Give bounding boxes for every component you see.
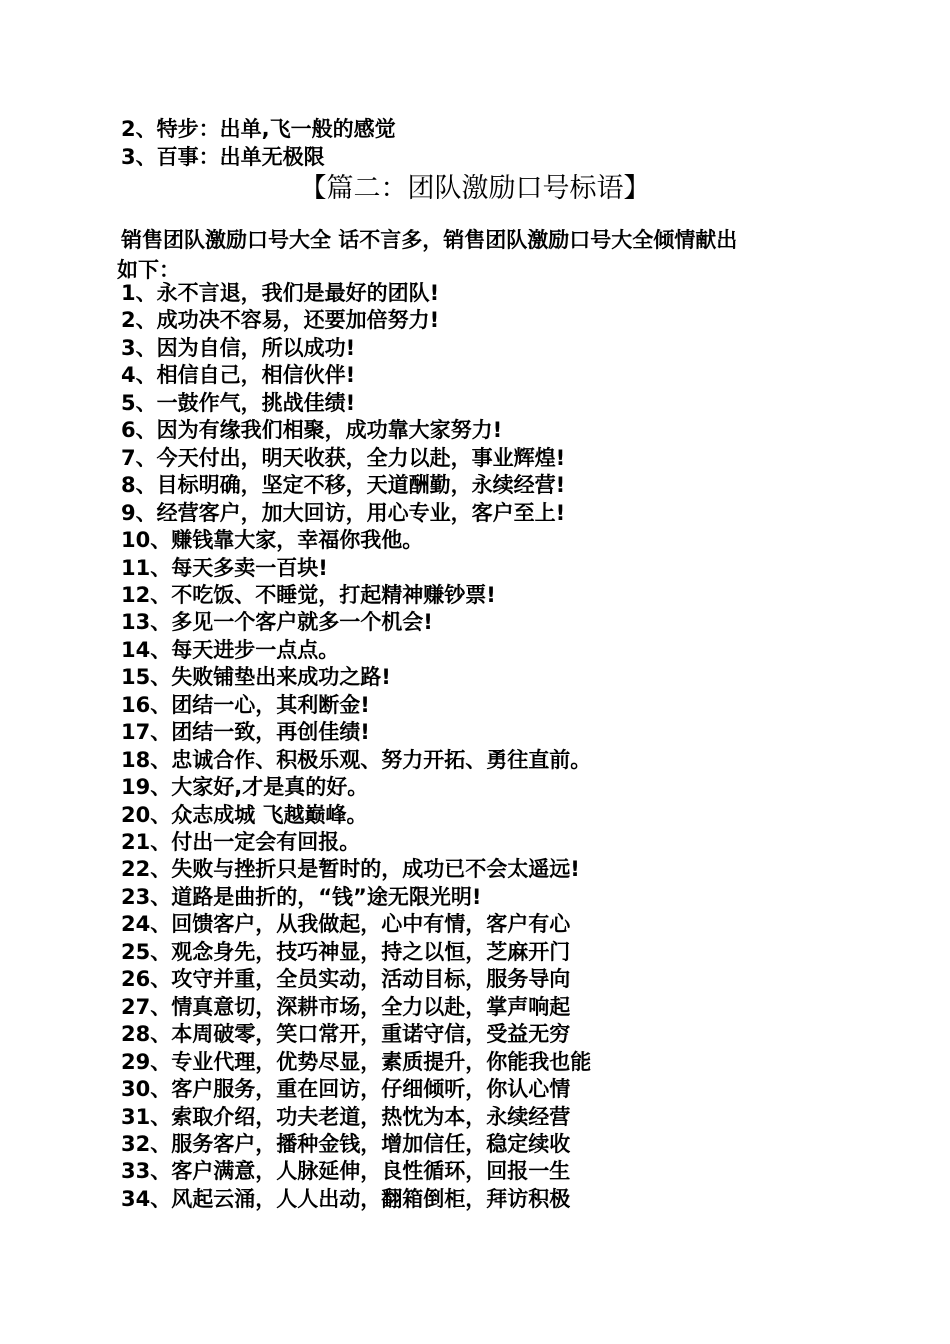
slogan-item: 24、回馈客户，从我做起，心中有情，客户有心 — [121, 912, 571, 937]
slogan-item: 10、赚钱靠大家，幸福你我他。 — [121, 528, 424, 553]
slogan-item: 19、大家好,才是真的好。 — [121, 775, 369, 800]
slogan-item: 28、本周破零，笑口常开，重诺守信，受益无穷 — [121, 1022, 571, 1047]
slogan-item: 3、因为自信，所以成功! — [121, 335, 356, 360]
slogan-item: 29、专业代理，优势尽显，素质提升，你能我也能 — [121, 1049, 592, 1074]
slogan-item: 1、永不言退，我们是最好的团队! — [121, 281, 440, 305]
slogan-item: 26、攻守并重，全员实动，活动目标，服务导向 — [121, 967, 571, 992]
slogan-item: 12、不吃饭、不睡觉，打起精神赚钞票! — [121, 582, 496, 607]
slogan-item: 25、观念身先，技巧神显，持之以恒，芝麻开门 — [121, 939, 571, 964]
slogan-item: 8、目标明确，坚定不移，天道酬勤，永续经营! — [121, 473, 566, 498]
top-item: 2、特步：出单,飞一般的感觉 — [121, 117, 396, 141]
slogan-item: 13、多见一个客户就多一个机会! — [121, 610, 433, 635]
slogan-item: 2、成功决不容易，还要加倍努力! — [121, 308, 440, 333]
slogan-item: 32、服务客户，播种金钱，增加信任，稳定续收 — [121, 1131, 571, 1156]
slogan-item: 16、团结一心，其利断金! — [121, 692, 370, 717]
intro-line: 销售团队激励口号大全 话不言多，销售团队激励口号大全倾情献出 — [121, 228, 738, 252]
slogan-item: 18、忠诚合作、积极乐观、努力开拓、勇往直前。 — [121, 747, 592, 772]
intro-paragraph — [117, 225, 837, 285]
slogan-item: 14、每天进步一点点。 — [121, 637, 340, 662]
slogan-item: 20、众志成城 飞越巅峰。 — [121, 802, 368, 827]
slogan-item: 21、付出一定会有回报。 — [121, 830, 361, 854]
slogan-item: 15、失败铺垫出来成功之路! — [121, 665, 391, 690]
slogan-item: 11、每天多卖一百块! — [121, 555, 328, 580]
slogan-item: 5、一鼓作气，挑战佳绩! — [121, 390, 356, 415]
slogan-item: 23、道路是曲折的，“钱”途无限光明! — [121, 884, 482, 909]
slogan-item: 9、经营客户，加大回访，用心专业，客户至上! — [121, 500, 566, 525]
slogan-item: 6、因为有缘我们相聚，成功靠大家努力! — [121, 418, 503, 443]
section-title: 【篇二：团队激励口号标语】 — [299, 173, 651, 204]
top-item: 3、百事：出单无极限 — [121, 145, 325, 169]
slogan-item: 31、索取介绍，功夫老道，热忱为本，永续经营 — [121, 1104, 571, 1129]
slogan-item: 7、今天付出，明天收获，全力以赴，事业辉煌! — [121, 445, 566, 470]
slogan-item: 4、相信自己，相信伙伴! — [121, 363, 356, 388]
slogan-item: 17、团结一致，再创佳绩! — [121, 720, 370, 745]
slogan-item: 22、失败与挫折只是暂时的，成功已不会太遥远! — [121, 857, 580, 882]
slogan-item: 30、客户服务，重在回访，仔细倾听，你认心情 — [121, 1077, 571, 1102]
intro-line: 如下： — [117, 258, 180, 282]
slogan-item: 34、风起云涌，人人出动，翻箱倒柜，拜访积极 — [121, 1186, 571, 1211]
slogan-item: 33、客户满意，人脉延伸，良性循环，回报一生 — [121, 1159, 571, 1184]
slogan-item: 27、情真意切，深耕市场，全力以赴，掌声响起 — [121, 994, 571, 1019]
